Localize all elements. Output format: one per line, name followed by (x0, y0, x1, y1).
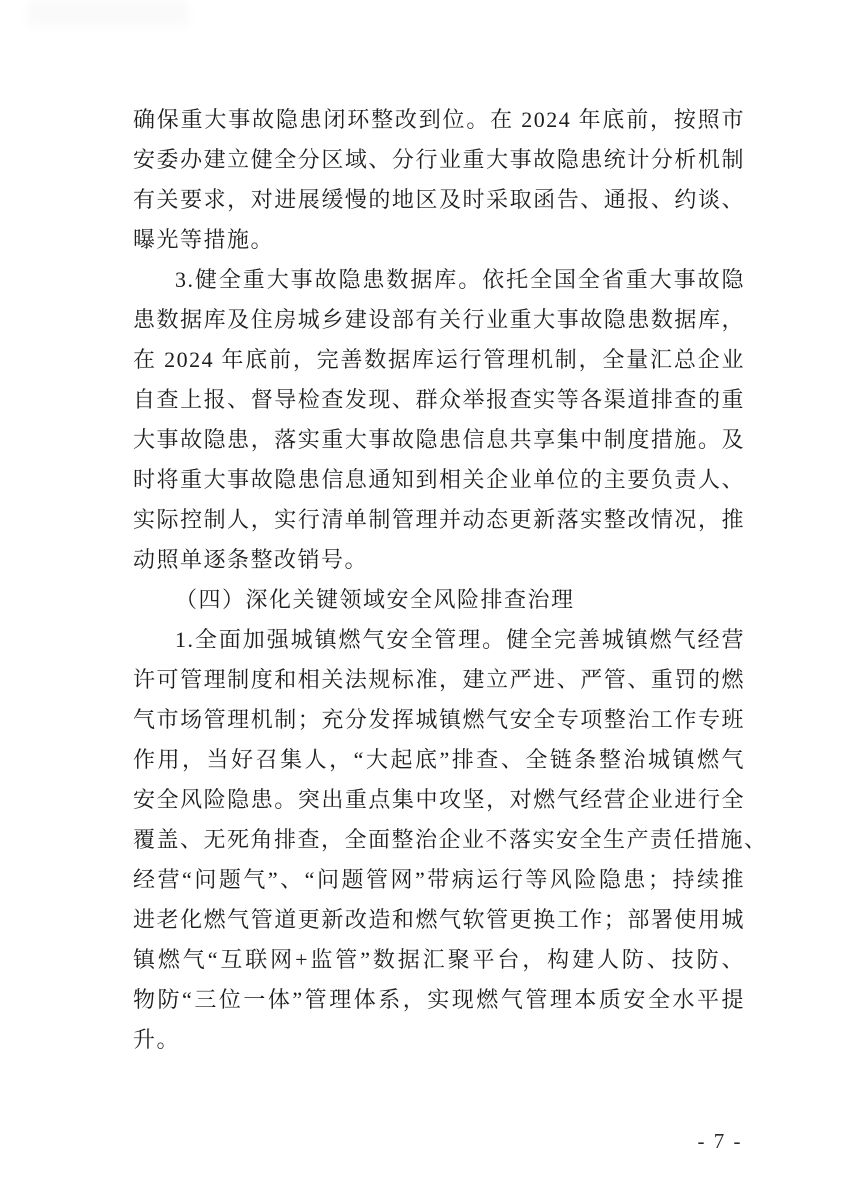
text-line: 3.健全重大事故隐患数据库。依托全国全省重大事故隐 (175, 267, 745, 292)
text-line: 安全风险隐患。突出重点集中攻坚，对燃气经营企业进行全 (133, 787, 745, 812)
text-line: 镇燃气“互联网+监管”数据汇聚平台，构建人防、技防、 (133, 947, 745, 972)
section-heading: （四）深化关键领域安全风险排查治理 (175, 587, 575, 612)
text-line: 气市场管理机制；充分发挥城镇燃气安全专项整治工作专班 (133, 707, 745, 732)
text-line: 患数据库及住房城乡建设部有关行业重大事故隐患数据库， (133, 307, 745, 332)
text-line: 许可管理制度和相关法规标准，建立严进、严管、重罚的燃 (133, 667, 745, 692)
text-line: 1.全面加强城镇燃气安全管理。健全完善城镇燃气经营 (175, 627, 745, 652)
document-body (133, 100, 768, 1060)
text-line: 实际控制人，实行清单制管理并动态更新落实整改情况，推 (133, 507, 745, 532)
text-line: 自查上报、督导检查发现、群众举报查实等各渠道排查的重 (133, 387, 745, 412)
page-number: - 7 - (697, 1129, 743, 1153)
text-line: 覆盖、无死角排查，全面整治企业不落实安全生产责任措施、 (133, 827, 768, 852)
text-line: 安委办建立健全分区域、分行业重大事故隐患统计分析机制 (133, 147, 745, 172)
scan-artifact (28, 0, 188, 26)
text-line: 升。 (133, 1027, 181, 1052)
text-line: 进老化燃气管道更新改造和燃气软管更换工作；部署使用城 (133, 907, 745, 932)
text-line: 动照单逐条整改销号。 (133, 547, 369, 572)
text-line: 大事故隐患，落实重大事故隐患信息共享集中制度措施。及 (133, 427, 745, 452)
text-line: 确保重大事故隐患闭环整改到位。在 2024 年底前，按照市 (133, 107, 745, 132)
text-line: 时将重大事故隐患信息通知到相关企业单位的主要负责人、 (133, 467, 745, 492)
text-line: 物防“三位一体”管理体系，实现燃气管理本质安全水平提 (133, 987, 745, 1012)
text-line: 在 2024 年底前，完善数据库运行管理机制，全量汇总企业 (133, 347, 745, 372)
text-line: 作用，当好召集人，“大起底”排查、全链条整治城镇燃气 (133, 747, 745, 772)
text-line: 曝光等措施。 (133, 227, 275, 252)
text-line: 有关要求，对进展缓慢的地区及时采取函告、通报、约谈、 (133, 187, 745, 212)
text-line: 经营“问题气”、“问题管网”带病运行等风险隐患；持续推 (133, 867, 745, 892)
